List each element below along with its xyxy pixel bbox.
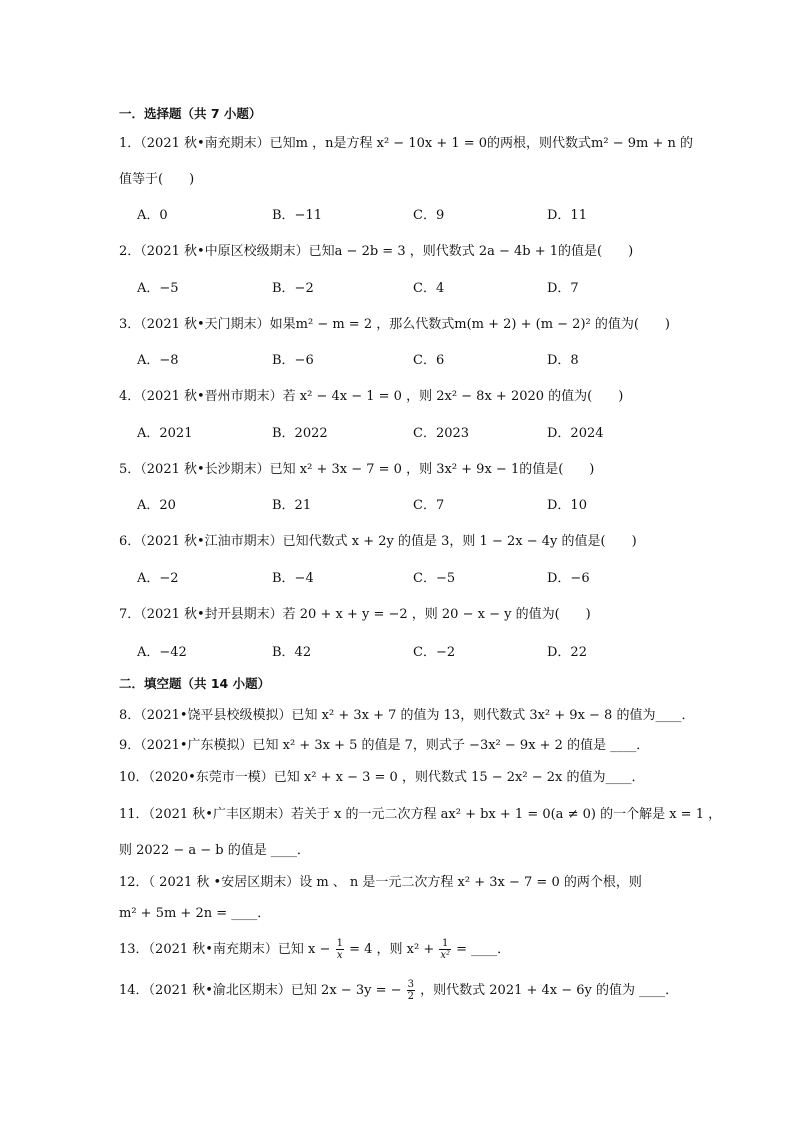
fraction-numerator: 1 (336, 938, 343, 949)
question-14 (119, 976, 678, 1006)
question-5-option-d: D．10 (547, 498, 587, 513)
fraction-numerator: 3 (407, 979, 414, 990)
question-7-option-c: C．−2 (413, 645, 456, 660)
question-1-line-1: 1．（2021 秋•南充期末）已知m ，n是方程 x² − 10x + 1 = 0的两根，则代数式m² − 9m + n 的 (119, 136, 694, 151)
question-5-option-a: A．20 (137, 498, 176, 513)
question-5-option-b: B．21 (272, 498, 312, 513)
question-1-option-b: B．−11 (272, 208, 322, 223)
question-4-option-d: D．2024 (547, 426, 604, 441)
question-3-option-b: B．−6 (272, 353, 314, 368)
question-3: 3．（2021 秋•天门期末）如果m² − m = 2 ，那么代数式m(m + 2) + (m − 2)² 的值为( ) (119, 317, 671, 332)
question-13-text-b: = 4 ，则 x² + (349, 942, 435, 957)
fraction-1-over-x (336, 938, 344, 961)
question-2-option-b: B．−2 (272, 281, 314, 296)
question-1-option-d: D．11 (547, 208, 587, 223)
question-2-option-a: A．−5 (137, 281, 179, 296)
question-3-option-c: C．6 (413, 353, 445, 368)
fraction-denominator: 2 (407, 991, 414, 1002)
question-3-option-d: D．8 (547, 353, 579, 368)
question-8: 8．（2021•饶平县校级模拟）已知 x² + 3x + 7 的值为 13，则代数式 3x² + 9x − 8 的值为____． (119, 708, 695, 723)
question-13-text-a: 13．（2021 秋•南充期末）已知 x − (119, 942, 331, 957)
question-11-line-2: 则 2022 − a − b 的值是 ____． (119, 843, 310, 858)
question-4: 4．（2021 秋•晋州市期末）若 x² − 4x − 1 = 0 ，则 2x² − 8x + 2020 的值为( ) (119, 389, 624, 404)
question-13-text-c: = ____． (456, 942, 511, 957)
question-9: 9．（2021•广东模拟）已知 x² + 3x + 5 的值是 7，则式子 −3x² − 9x + 2 的值是 ____． (119, 738, 650, 753)
fraction-denominator: x² (440, 950, 451, 961)
question-5: 5．（2021 秋•长沙期末）已知 x² + 3x − 7 = 0 ，则 3x² + 9x − 1的值是( ) (119, 462, 595, 477)
question-4-option-a: A．2021 (137, 426, 193, 441)
question-5-option-c: C．7 (413, 498, 445, 513)
question-1-option-c: C．9 (413, 208, 445, 223)
question-7-option-a: A．−42 (137, 645, 187, 660)
question-7: 7．（2021 秋•封开县期末）若 20 + x + y = −2 ，则 20 − x − y 的值为( ) (119, 607, 591, 622)
question-2-option-d: D．7 (547, 281, 579, 296)
fraction-3-over-2 (407, 979, 415, 1002)
question-1-option-a: A．0 (137, 208, 168, 223)
question-7-option-d: D．22 (547, 645, 587, 660)
question-1-line-2: 值等于( ) (119, 172, 195, 187)
question-7-option-b: B．42 (272, 645, 312, 660)
question-12-line-1: 12．（ 2021 秋 •安居区期末）设 m 、 n 是一元二次方程 x² + 3x − 7 = 0 的两个根，则 (119, 875, 642, 890)
question-6-option-c: C．−5 (413, 571, 456, 586)
fraction-1-over-x-squared (439, 938, 451, 961)
section-heading-choice: 一．选择题（共 7 小题） (119, 106, 262, 121)
question-12-line-2: m² + 5m + 2n = ____． (119, 906, 271, 921)
question-14-text-b: ，则代数式 2021 + 4x − 6y 的值为 ____． (420, 983, 679, 998)
question-3-option-a: A．−8 (137, 353, 179, 368)
question-11-line-1: 11．（2021 秋•广丰区期末）若关于 x 的一元二次方程 ax² + bx + 1 = 0(a ≠ 0) 的一个解是 x = 1 ， (119, 807, 722, 822)
question-6-option-b: B．−4 (272, 571, 314, 586)
section-heading-fill: 二．填空题（共 14 小题） (119, 676, 271, 691)
question-14-text-a: 14．（2021 秋•渝北区期末）已知 2x − 3y = − (119, 983, 402, 998)
question-6-option-a: A．−2 (137, 571, 179, 586)
question-13 (119, 935, 510, 965)
fraction-denominator: x (336, 950, 343, 961)
question-2-option-c: C．4 (413, 281, 445, 296)
fraction-numerator: 1 (439, 938, 451, 950)
question-10: 10．（2020•东莞市一模）已知 x² + x − 3 = 0 ，则代数式 15 − 2x² − 2x 的值为____． (119, 770, 645, 785)
question-2: 2．（2021 秋•中原区校级期末）已知a − 2b = 3 ，则代数式 2a − 4b + 1的值是( ) (119, 244, 634, 259)
question-6-option-d: D．−6 (547, 571, 590, 586)
question-4-option-c: C．2023 (413, 426, 470, 441)
question-6: 6．（2021 秋•江油市期末）已知代数式 x + 2y 的值是 3，则 1 − 2x − 4y 的值是( ) (119, 534, 637, 549)
question-4-option-b: B．2022 (272, 426, 328, 441)
